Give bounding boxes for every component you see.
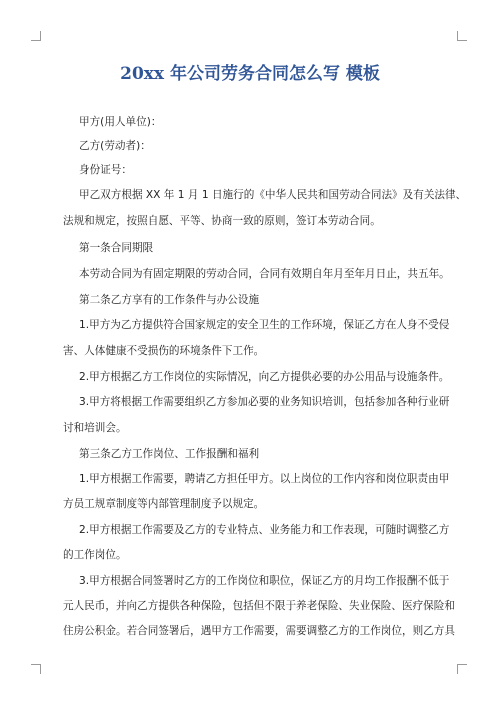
paragraph-line: 元人民币，并向乙方提供各种保险，包括但不限于养老保险、失业保险、医疗保险和 bbox=[63, 600, 455, 612]
paragraph-line: 2.甲方根据工作需要及乙方的专业特点、业务能力和工作表现，可随时调整乙方 bbox=[79, 524, 450, 536]
section-heading: 第一条合同期限 bbox=[79, 242, 154, 254]
section-heading: 第三条乙方工作岗位、工作报酬和福利 bbox=[79, 448, 260, 460]
page-corner-top-right bbox=[457, 31, 467, 41]
party-b-line: 乙方(劳动者)： bbox=[79, 140, 151, 152]
page-corner-top-left bbox=[31, 31, 41, 41]
page-corner-bottom-right bbox=[457, 664, 467, 674]
paragraph-line: 害、人体健康不受损伤的环境条件下工作。 bbox=[63, 345, 265, 357]
paragraph-line: 讨和培训会。 bbox=[63, 422, 127, 434]
paragraph-line: 本劳动合同为有固定期限的劳动合同，合同有效期自年月至年月日止，共五年。 bbox=[79, 268, 450, 280]
paragraph-line: 3.甲方根据合同签署时乙方的工作岗位和职位，保证乙方的月均工作报酬不低于 bbox=[79, 575, 450, 587]
document-title: 20xx 年公司劳务合同怎么写 模板 bbox=[120, 64, 380, 84]
paragraph-line: 住房公积金。若合同签署后，遇甲方工作需要，需要调整乙方的工作岗位，则乙方具 bbox=[63, 625, 455, 637]
page-corner-bottom-left bbox=[31, 664, 41, 674]
paragraph-line: 甲乙双方根据 XX 年 1 月 1 日施行的《中华人民共和国劳动合同法》及有关法律、 bbox=[79, 189, 467, 201]
paragraph-line: 1.甲方根据工作需要，聘请乙方担任甲方。以上岗位的工作内容和岗位职责由甲 bbox=[79, 473, 450, 485]
paragraph-line: 的工作岗位。 bbox=[63, 549, 127, 561]
party-a-line: 甲方(用人单位)： bbox=[79, 116, 162, 128]
paragraph-line: 方员工规章制度等内部管理制度予以规定。 bbox=[63, 498, 265, 510]
id-number-line: 身份证号： bbox=[79, 164, 132, 176]
paragraph-line: 法规和规定，按照自愿、平等、协商一致的原则，签订本劳动合同。 bbox=[63, 215, 381, 227]
paragraph-line: 1.甲方为乙方提供符合国家规定的安全卫生的工作环境，保证乙方在人身不受侵 bbox=[79, 319, 450, 331]
section-heading: 第二条乙方享有的工作条件与办公设施 bbox=[79, 294, 260, 306]
paragraph-line: 2.甲方根据乙方工作岗位的实际情况，向乙方提供必要的办公用品与设施条件。 bbox=[79, 371, 450, 383]
paragraph-line: 3.甲方将根据工作需要组织乙方参加必要的业务知识培训，包括参加各种行业研 bbox=[79, 396, 450, 408]
